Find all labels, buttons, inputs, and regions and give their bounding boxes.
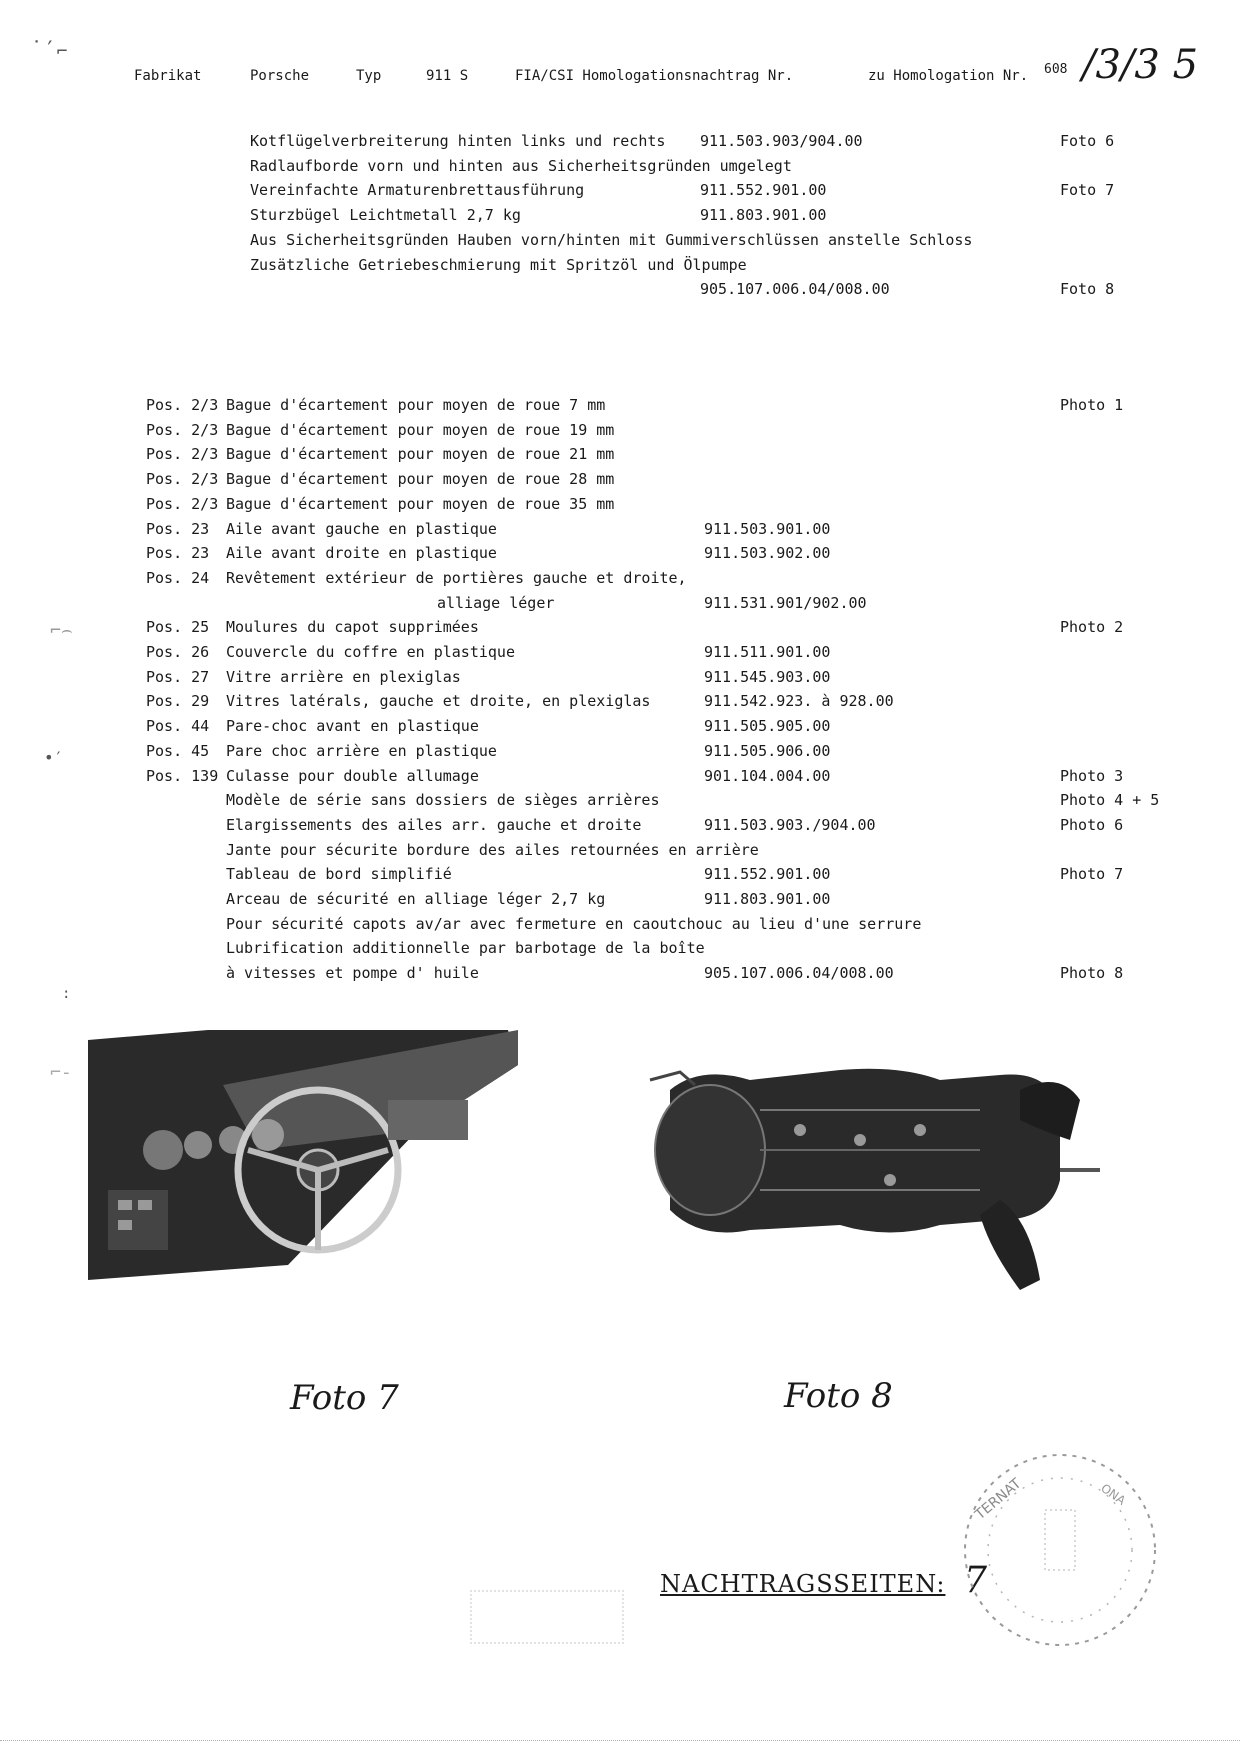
- french-item-row: [0, 865, 1240, 887]
- french-item-row: [0, 668, 1240, 690]
- item-part-number: 911.511.901.00: [704, 643, 831, 661]
- official-stamp: [950, 1440, 1170, 1664]
- item-description: Culasse pour double allumage: [226, 766, 479, 785]
- french-item-row: [0, 618, 1240, 640]
- item-part-number: 911.552.901.00: [704, 865, 831, 884]
- item-position: Pos. 2/3: [146, 494, 219, 513]
- item-position: Pos. 2/3: [146, 420, 219, 439]
- french-item-row: [0, 421, 1240, 443]
- item-photo-ref: Photo 3: [1060, 766, 1124, 785]
- item-description: alliage léger: [437, 593, 555, 612]
- item-photo-ref: Photo 8: [1060, 964, 1124, 983]
- french-item-row: [0, 890, 1240, 912]
- margin-mark: ⌐‑: [50, 1062, 72, 1083]
- item-position: Pos. 24: [146, 568, 210, 587]
- item-part-number: 911.505.906.00: [704, 741, 831, 760]
- french-item-row: [0, 396, 1240, 418]
- item-description: Pour sécurité capots av/ar avec fermeture en caoutchouc au lieu d'une serrure: [226, 914, 922, 933]
- caption-foto-7: Foto 7: [290, 1378, 399, 1418]
- item-part-number: 911.531.901/902.00: [704, 593, 867, 612]
- caption-foto-8: Foto 8: [784, 1376, 893, 1416]
- item-description: Revêtement extérieur de portières gauche et droite,: [226, 568, 687, 587]
- german-item-row: [0, 132, 1240, 154]
- french-item-row: [0, 520, 1240, 542]
- item-description: Sturzbügel Leichtmetall 2,7 kg: [250, 206, 521, 225]
- item-description: Zusätzliche Getriebeschmierung mit Spritzöl und Ölpumpe: [250, 255, 747, 274]
- homologation-label: zu Homologation Nr.: [868, 68, 1029, 84]
- item-photo-ref: Foto 6: [1060, 132, 1115, 150]
- item-photo-ref: Photo 2: [1060, 618, 1124, 637]
- item-position: Pos. 2/3: [146, 470, 219, 489]
- item-description: Modèle de série sans dossiers de sièges arrières: [226, 791, 660, 810]
- supplement-pages-label: NACHTRAGSSEITEN:: [660, 1570, 946, 1598]
- item-description: Arceau de sécurité en alliage léger 2,7 kg: [226, 890, 606, 908]
- item-position: Pos. 23: [146, 544, 210, 563]
- photo-gearbox: [640, 1050, 1100, 1304]
- item-description: Lubrification additionnelle par barbotage de la boîte: [226, 939, 705, 958]
- item-position: Pos. 45: [146, 741, 210, 760]
- margin-mark: :: [62, 986, 71, 1002]
- french-item-row: [0, 495, 1240, 517]
- supplement-pages-count: 7: [964, 1560, 988, 1601]
- item-photo-ref: Photo 1: [1060, 396, 1124, 414]
- item-description: Moulures du capot supprimées: [226, 618, 479, 637]
- item-part-number: 911.803.901.00: [704, 890, 831, 908]
- item-part-number: 911.503.903/904.00: [700, 132, 863, 150]
- svg-text:ONA: ONA: [1098, 1480, 1129, 1508]
- french-item-row: [0, 939, 1240, 961]
- item-description: Elargissements des ailes arr. gauche et droite: [226, 815, 642, 834]
- item-position: Pos. 2/3: [146, 445, 219, 464]
- item-part-number: 911.503.901.00: [704, 519, 831, 538]
- margin-mark: •′: [44, 748, 64, 767]
- item-description: Aile avant gauche en plastique: [226, 519, 497, 538]
- item-description: Pare-choc avant en plastique: [226, 717, 479, 736]
- svg-text:TERNAT: TERNAT: [972, 1475, 1025, 1524]
- make-value: Porsche: [250, 68, 310, 84]
- supplement-pages: [660, 1560, 988, 1601]
- item-description: à vitesses et pompe d' huile: [226, 964, 479, 983]
- french-item-row: [0, 964, 1240, 986]
- item-part-number: 911.542.923. à 928.00: [704, 692, 894, 711]
- item-part-number: 901.104.004.00: [704, 766, 831, 785]
- item-position: Pos. 2/3: [146, 396, 219, 414]
- french-item-row: [0, 767, 1240, 789]
- french-item-row: [0, 594, 1240, 616]
- faded-stamp-mark: [470, 1590, 624, 1644]
- item-description: Bague d'écartement pour moyen de roue 28 mm: [226, 470, 615, 489]
- make-label: Fabrikat: [134, 68, 202, 84]
- scan-edge: [0, 1740, 1240, 1741]
- item-part-number: 911.552.901.00: [700, 181, 827, 200]
- german-item-row: [0, 157, 1240, 179]
- german-item-row: [0, 280, 1240, 302]
- item-description: Aile avant droite en plastique: [226, 544, 497, 563]
- french-item-row: [0, 816, 1240, 838]
- item-part-number: 911.545.903.00: [704, 667, 831, 686]
- supplement-label: FIA/CSI Homologationsnachtrag Nr.: [515, 68, 794, 84]
- item-part-number: 911.503.902.00: [704, 544, 831, 563]
- item-part-number: 905.107.006.04/008.00: [700, 280, 890, 299]
- item-position: Pos. 29: [146, 692, 210, 711]
- item-description: Bague d'écartement pour moyen de roue 7 mm: [226, 396, 606, 414]
- item-description: Vereinfachte Armaturenbrettausführung: [250, 181, 585, 200]
- item-description: Vitres latérals, gauche et droite, en plexiglas: [226, 692, 651, 711]
- item-description: Aus Sicherheitsgründen Hauben vorn/hinten mit Gummiverschlüssen anstelle Schloss: [250, 230, 973, 249]
- item-description: Vitre arrière en plexiglas: [226, 667, 461, 686]
- item-position: Pos. 23: [146, 519, 210, 538]
- item-photo-ref: Photo 6: [1060, 815, 1124, 834]
- item-part-number: 911.803.901.00: [700, 206, 827, 225]
- french-item-row: [0, 445, 1240, 467]
- item-position: Pos. 27: [146, 667, 210, 686]
- type-value: 911 S: [426, 68, 469, 84]
- margin-mark: ⌐⌢: [50, 620, 73, 641]
- item-description: Bague d'écartement pour moyen de roue 35 mm: [226, 494, 615, 513]
- photo-dashboard: [88, 1030, 518, 1284]
- item-description: Couvercle du coffre en plastique: [226, 643, 515, 661]
- item-description: Radlaufborde vorn und hinten aus Sicherheitsgründen umgelegt: [250, 156, 792, 175]
- item-position: Pos. 44: [146, 717, 210, 736]
- french-item-row: [0, 544, 1240, 566]
- handwritten-supplement-number: /3/3 5: [1082, 42, 1199, 88]
- item-photo-ref: Photo 7: [1060, 865, 1124, 884]
- dashboard-photo-image: [88, 1030, 518, 1280]
- french-item-row: [0, 470, 1240, 492]
- french-item-row: [0, 717, 1240, 739]
- margin-mark: ˙′⌐: [30, 38, 68, 63]
- item-position: Pos. 25: [146, 618, 210, 637]
- german-item-row: [0, 206, 1240, 228]
- french-item-row: [0, 841, 1240, 863]
- item-description: Bague d'écartement pour moyen de roue 21 mm: [226, 445, 615, 464]
- item-part-number: 905.107.006.04/008.00: [704, 964, 894, 983]
- type-label: Typ: [356, 68, 382, 84]
- french-item-row: [0, 915, 1240, 937]
- item-part-number: 911.505.905.00: [704, 717, 831, 736]
- french-item-row: [0, 692, 1240, 714]
- german-item-row: [0, 181, 1240, 203]
- french-item-row: [0, 643, 1240, 665]
- french-item-row: [0, 742, 1240, 764]
- item-description: Jante pour sécurite bordure des ailes retournées en arrière: [226, 840, 759, 859]
- french-item-row: [0, 569, 1240, 591]
- item-description: Tableau de bord simplifié: [226, 865, 452, 884]
- item-photo-ref: Foto 8: [1060, 280, 1115, 299]
- item-photo-ref: Photo 4 + 5: [1060, 791, 1160, 810]
- item-position: Pos. 139: [146, 766, 219, 785]
- homologation-number: 608: [1044, 62, 1068, 77]
- item-position: Pos. 26: [146, 643, 210, 661]
- french-item-row: [0, 791, 1240, 813]
- stamp-seal-image: [950, 1440, 1170, 1660]
- item-description: Pare choc arrière en plastique: [226, 741, 497, 760]
- german-item-row: [0, 256, 1240, 278]
- item-part-number: 911.503.903./904.00: [704, 815, 876, 834]
- item-description: Kotflügelverbreiterung hinten links und rechts: [250, 132, 666, 150]
- item-photo-ref: Foto 7: [1060, 181, 1115, 200]
- item-description: Bague d'écartement pour moyen de roue 19 mm: [226, 420, 615, 439]
- gearbox-photo-image: [640, 1050, 1100, 1300]
- german-item-row: [0, 231, 1240, 253]
